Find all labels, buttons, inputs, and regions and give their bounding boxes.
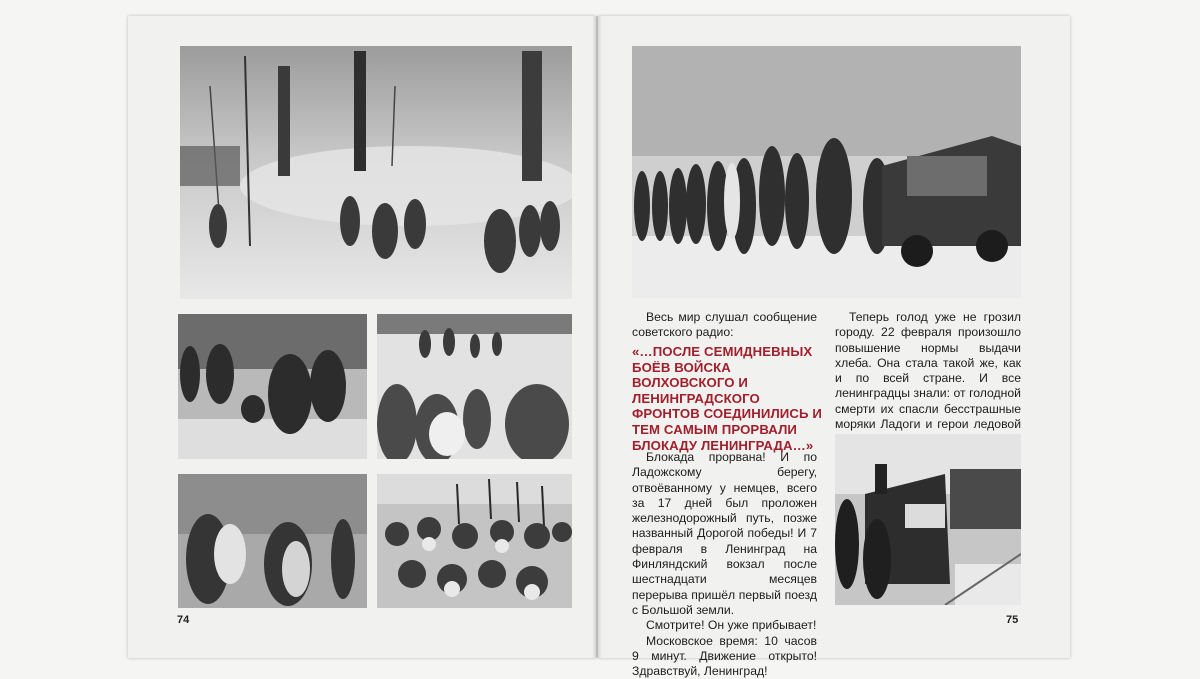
- photo-soldiers-machine-gun: [178, 314, 367, 459]
- photo-crowd-celebrating: [377, 474, 572, 608]
- paragraph-hunger: Теперь голод уже не грозил городу. 22 февраля произошло повышение нормы выдачи хлеба. Она стала такой же, как и по всей стране. И все ленинградцы знали: от голодной смерти их спасли бесстрашные моряки Ладоги и герои ледовой: [835, 310, 1021, 432]
- paragraph-blockade-broken: Блокада прорвана! И по Ладожскому берегу, отвоёванному у немцев, всего за 17 дней был проложен железнодорожный путь, позже названный Дорогой победы! И 7 февраля в Ленинград на Финляндский вокзал после шестнадцати месяцев перерыва пришёл первый поезд с Большой земли.: [632, 450, 817, 617]
- page-number-right: 75: [1006, 614, 1019, 626]
- photo-soldiers-fog: [178, 474, 367, 608]
- paragraph-arriving: Смотрите! Он уже прибывает!: [646, 618, 817, 633]
- intro-paragraph: Весь мир слушал сообщение советского радио:: [632, 310, 817, 340]
- photo-column-with-truck: [632, 46, 1021, 298]
- right-page: [598, 16, 1070, 679]
- left-page: [128, 16, 596, 658]
- photo-surrender: [377, 314, 572, 459]
- column-2-text: [835, 310, 1021, 448]
- radio-quote: «…ПОСЛЕ СЕМИДНЕВНЫХ БОЁВ ВОЙСКА ВОЛХОВСКОГО И ЛЕНИНГРАДСКОГО ФРОНТОВ СОЕДИНИЛИСЬ И ТЕМ САМЫМ ПРОРВАЛИ БЛОКАДУ ЛЕНИНГРАДА…»: [632, 344, 822, 453]
- paragraph-moscow-time: Московское время: 10 часов 9 минут. Движение открыто! Здравствуй, Ленинград!: [632, 633, 817, 679]
- page-number-left: 74: [177, 614, 190, 626]
- photo-first-train: [835, 434, 1021, 605]
- photo-soldiers-attacking: [180, 46, 572, 299]
- column-1-text: [632, 450, 817, 679]
- intro-text: [632, 310, 817, 341]
- book-gutter: [592, 16, 602, 658]
